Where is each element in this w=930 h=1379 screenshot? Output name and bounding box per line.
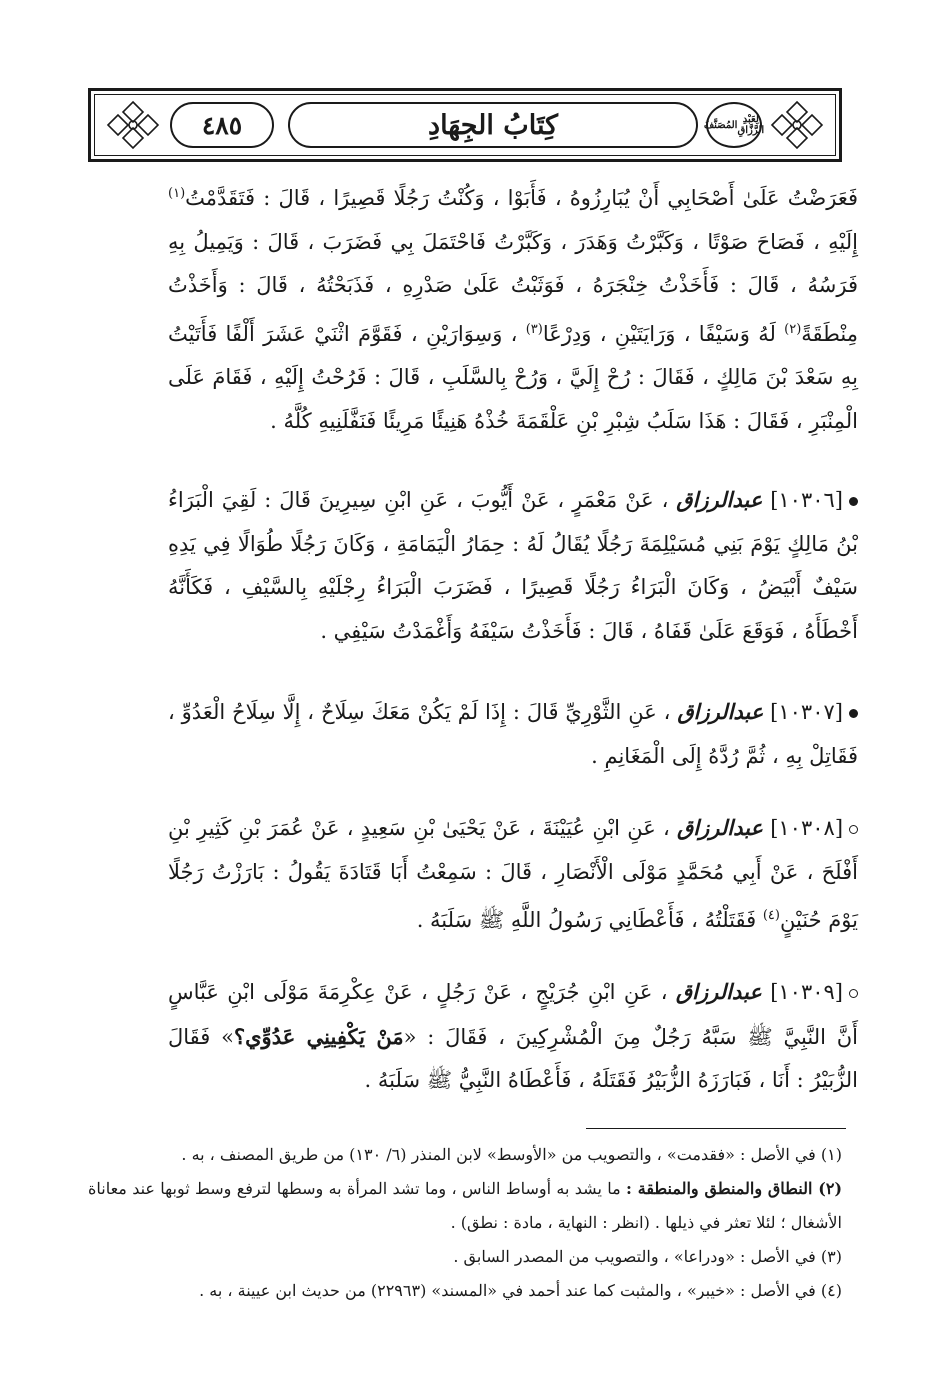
paragraph-text: ، عَنْ مَعْمَرٍ ، عَنْ أَيُّوبَ ، عَنِ ابْنِ سِيرِينَ قَالَ : لَقِيَ الْبَرَاءُ بْنُ مَالِكٍ يَوْمَ بَنِي مُسَيْلِمَةَ رَجُلًا يُقَالُ لَهُ : حِمَارُ الْيَمَامَةِ ، وَكَانَ رَجُلًا طُوَالًا فِي يَدِهِ سَيْفٌ أَبْيَضُ ، وَكَانَ الْبَرَاءُ رَجُلًا قَصِيرًا ، فَضَرَبَ الْبَرَاءُ رِجْلَيْهِ بِالسَّيْفِ ، فَكَأَنَّهُ أَخْطَأَهُ ، فَوَقَعَ عَلَىٰ قَفَاهُ ، قَالَ : فَأَخَذْتُ سَيْفَهُ وَأَغْمَدْتُ سَيْفِي . (168, 488, 858, 643)
footnote-4: (٤) في الأصل : «خيبر» ، والمثبت كما عند أحمد في «المسند» (٢٢٩٦٣) من حديث ابن عيينة ، به . (199, 1281, 842, 1300)
footnote-ref: (٤) (762, 908, 780, 923)
hollow-bullet-icon (849, 825, 858, 834)
narrator-name: عبدالرزاق (677, 699, 764, 724)
paragraph-text: فَقَتَلْتُهُ ، فَأَعْطَانِي رَسُولُ اللَّهِ ﷺ سَلَبَهُ . (416, 908, 763, 932)
paragraph-text: ، عَنِ ابْنِ جُرَيْجٍ ، عَنْ رَجُلٍ ، عَنْ عِكْرِمَةَ مَوْلَى ابْنِ عَبَّاسٍ أَنَّ النَّبِيَّ ﷺ سَبَّهُ رَجُلٌ مِنَ الْمُشْرِكِينَ ، فَقَالَ : « (168, 980, 858, 1049)
hadith-10309 (168, 970, 858, 1103)
footnote-ref: (١) (168, 186, 186, 201)
hadith-number: [١٠٣٠٦] (770, 488, 843, 512)
quoted-speech: مَنْ يَكْفِينِي عَدُوِّي؟ (233, 1023, 404, 1049)
narrator-name: عبدالرزاق (676, 487, 763, 512)
filled-bullet-icon (849, 709, 858, 718)
paragraph-continued (168, 172, 858, 443)
narrator-name: عبدالرزاق (675, 979, 762, 1004)
book-logo (703, 102, 765, 148)
hadith-number: [١٠٣٠٨] (770, 816, 844, 840)
footnote-separator (586, 1128, 846, 1129)
paragraph-text: إِلَيْهِ ، فَصَاحَ صَوْتًا ، وَكَبَّرْتُ وَهَدَرَ ، وَكَبَّرْتُ فَاحْتَمَلَ بِي فَضَرَبَ ، قَالَ : وَيَمِيلُ بِهِ فَرَسُهُ ، قَالَ : فَأَخَذْتُ خِنْجَرَهُ ، فَوَثَبْتُ عَلَىٰ صَدْرِهِ ، فَذَبَحْتُهُ ، قَالَ : وَأَخَذْتُ مِنْطَقَةً (168, 229, 858, 346)
filled-bullet-icon (849, 497, 858, 506)
hadith-10306 (168, 478, 858, 653)
paragraph-text: ، عَنِ الثَّوْرِيِّ قَالَ : إِذَا لَمْ يَكُنْ مَعَكَ سِلَاحٌ ، إِلَّا سِلَاحُ الْعَدُوِّ ، فَقَاتِلْ بِهِ ، ثُمَّ رُدَّهُ إِلَى الْمَغَانِمِ . (168, 700, 858, 768)
page-number: ٤٨٥ (170, 102, 274, 148)
paragraph-text: » فَقَالَ الزُّبَيْرُ : أَنَا ، فَبَارَزَهُ الزُّبَيْرُ فَقَتَلَهُ ، فَأَعْطَاهُ النَّبِيُّ ﷺ سَلَبَهُ . (168, 1024, 858, 1092)
footnote-ref: (٣) (525, 321, 543, 337)
hadith-10308 (168, 806, 858, 943)
hadith-10307 (168, 690, 858, 778)
footnote-ref: (٢) (784, 321, 802, 337)
paragraph-text: ، عَنِ ابْنِ عُيَيْنَةَ ، عَنْ يَحْيَىٰ بْنِ سَعِيدٍ ، عَنْ عُمَرَ بْنِ كَثِيرِ بْنِ أَفْلَحَ ، عَنْ أَبِي مُحَمَّدٍ مَوْلَى الْأَنْصَارِ ، قَالَ : سَمِعْتُ أَبَا قَتَادَةَ يَقُولُ : بَارَزْتُ رَجُلًا يَوْمَ حُنَيْنٍ (168, 816, 858, 932)
chapter-title: كِتَابُ الجِهَادِ (288, 102, 698, 148)
footnote-3: (٣) في الأصل : «ودراعا» ، والتصويب من المصدر السابق . (453, 1247, 842, 1266)
footnote-1: (١) في الأصل : «فقدمت» ، والتصويب من «الأوسط» لابن المنذر (٦/ ١٣٠) من طريق المصنف ، به . (181, 1145, 842, 1164)
ornament-left-icon (102, 98, 164, 152)
paragraph-text: لَهُ وَسَيْفًا ، وَرَايَتَيْنِ ، وَدِرْعًا (542, 321, 785, 346)
hadith-number: [١٠٣٠٩] (770, 980, 843, 1004)
narrator-name: عبدالرزاق (676, 815, 763, 840)
paragraph-text: ، وَسِوَارَيْنِ ، فَقَوَّمَ اثْنَيْ عَشَرَ أَلْفًا فَأَتَيْتُ بِهِ سَعْدَ بْنَ مَالِكٍ ، فَقَالَ : رُحْ إِلَيَّ ، وَرُحْ بِالسَّلَبِ ، قَالَ : فَرُحْتُ إِلَيْهِ ، فَقَامَ عَلَى الْمِنْبَرِ ، فَقَالَ : هَذَا سَلَبُ شِبْرِ بْنِ عَلْقَمَةَ خُذْهُ هَنِيئًا مَرِيئًا فَنَفَّلَنِيهِ كُلَّهُ . (168, 321, 858, 433)
main-text (168, 172, 858, 443)
book-logo-line-2: لِعَبْدِ الرَّزَّاقِ (737, 114, 765, 136)
footnotes (88, 1138, 842, 1308)
paragraph-text: فَعَرَضْتُ عَلَىٰ أَصْحَابِي أَنْ يُبَارِزُوهُ ، فَأَبَوْا ، وَكُنْتُ رَجُلًا قَصِيرًا ، قَالَ : فَتَقَدَّمْتُ (185, 186, 858, 210)
ornament-right-icon (766, 98, 828, 152)
book-logo-line-1: المُصَنَّفُ (703, 119, 738, 131)
footnote-2 (88, 1172, 842, 1240)
footnote-2-text: ما يشد به أوساط الناس ، وما تشد المرأة به وسطها لترفع وسط ثوبها عند معاناة الأشغال ؛ لئلا تعثر في ذيلها . (انظر : النهاية ، مادة : نطق) . (88, 1179, 842, 1232)
hadith-number: [١٠٣٠٧] (770, 700, 843, 724)
page-header (88, 88, 842, 162)
footnote-2-term: (٢) النطاق والمنطق والمنطقة : (626, 1179, 843, 1198)
hollow-bullet-icon (849, 989, 858, 998)
